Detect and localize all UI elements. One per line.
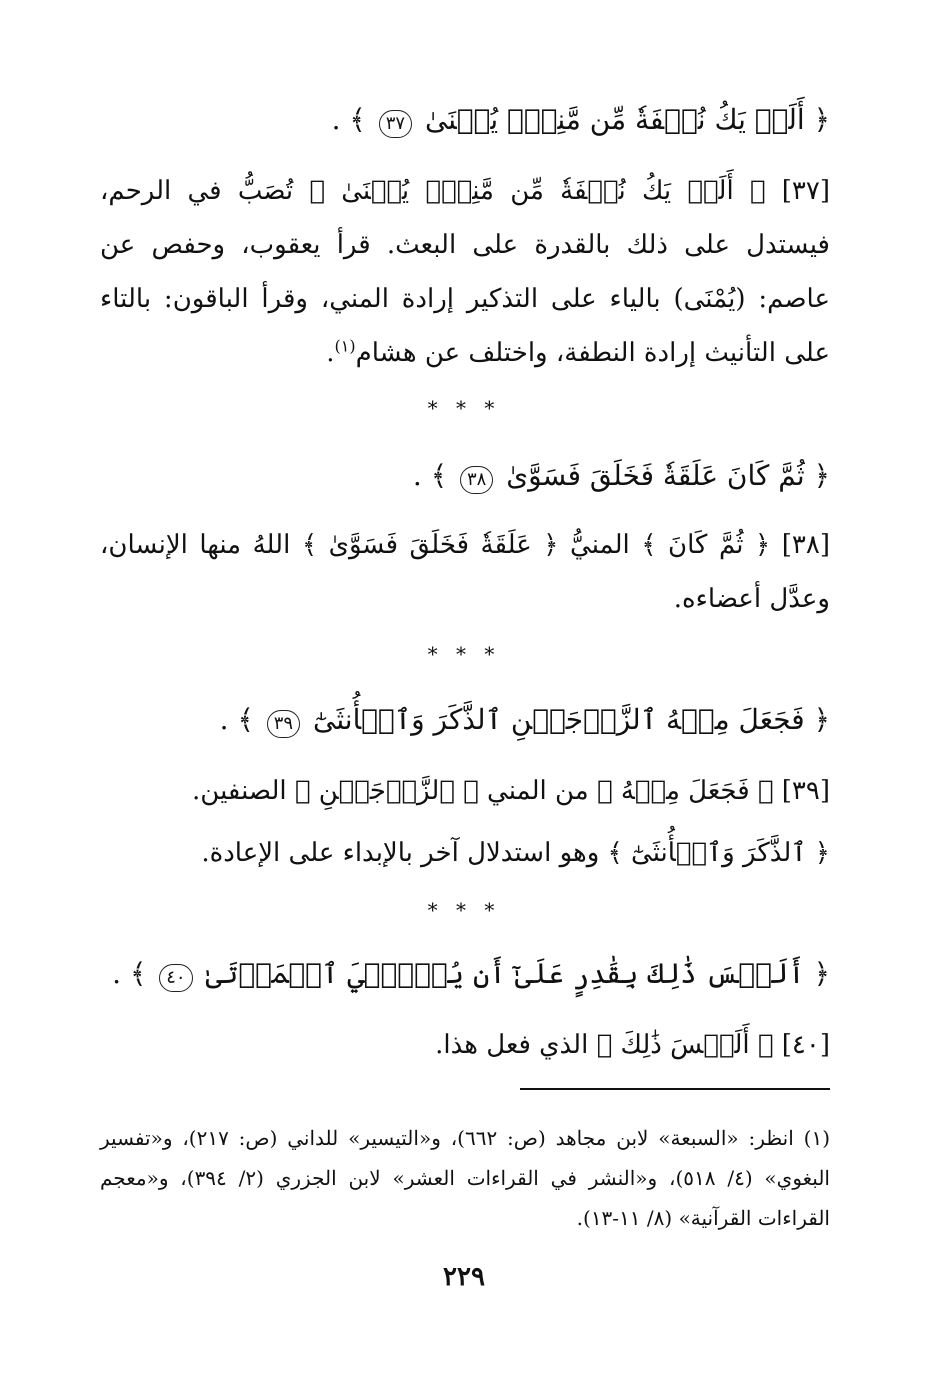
ornate-bracket-close-icon: ﴾ bbox=[237, 703, 254, 736]
tafsir-paragraph-37 bbox=[100, 164, 830, 380]
page-number: ٢٢٩ bbox=[443, 1262, 485, 1292]
verse-39 bbox=[100, 700, 830, 740]
tafsir-paragraph-39a: [٣٩] ﴿ فَجَعَلَ مِنۡهُ ﴾ من المني ﴿ ٱلزَّوۡجَيۡنِ ﴾ الصنفين. bbox=[192, 776, 830, 806]
ornate-bracket-open-icon: ﴿ bbox=[813, 703, 830, 736]
verse-38 bbox=[100, 456, 830, 496]
section-separator-stars: * * * bbox=[427, 642, 501, 666]
verse-text: أَلَيۡسَ ذَٰلِكَ بِقَٰدِرٍ عَلَىٰٓ أَن يُحۡـِۧيَ ٱلۡمَوۡتَىٰ bbox=[205, 957, 805, 990]
paragraph-text: [٣٧] ﴿ أَلَمۡ يَكُ نُطۡفَةٗ مِّن مَّنِيّٖ يُمۡنَىٰ ﴾ تُصَبُّ في الرحم، فيستدل على ذلك بالقدرة على البعث. قرأ يعقوب، وحفص عن عاصم: (يُمْنَى) بالياء على التذكير إرادة المني، وقرأ الباقون: بالتاء على التأنيث إرادة النطفة، واختلف عن هشام bbox=[100, 176, 830, 368]
verse-end-mark: . bbox=[219, 703, 229, 736]
ayah-number-badge: ٣٩ bbox=[267, 710, 300, 738]
ornate-bracket-close-icon: ﴾ bbox=[129, 957, 147, 990]
ornate-bracket-close-icon: ﴾ bbox=[430, 459, 448, 492]
verse-37 bbox=[100, 100, 830, 140]
footnote-divider bbox=[520, 1088, 830, 1090]
ayah-number-badge: ٤٠ bbox=[159, 964, 192, 992]
verse-40 bbox=[100, 954, 830, 994]
verse-end-mark: . bbox=[412, 459, 422, 492]
ornate-bracket-open-icon: ﴿ bbox=[813, 957, 830, 990]
ornate-bracket-open-icon: ﴿ bbox=[813, 103, 830, 136]
footnote: (١) انظر: «السبعة» لابن مجاهد (ص: ٦٦٢)، و«التيسير» للداني (ص: ٢١٧)، و«تفسير البغوي» (٤/ ٥١٨)، و«النشر في القراءات العشر» لابن الجزري (٢/ ٣٩٤)، و«معجم القراءات القرآنية» (٨/ ١١-١٣). bbox=[100, 1126, 830, 1230]
verse-text: ثُمَّ كَانَ عَلَقَةٗ فَخَلَقَ فَسَوَّىٰ bbox=[506, 459, 805, 492]
ayah-number-badge: ٣٨ bbox=[460, 466, 493, 494]
tafsir-paragraph-40: [٤٠] ﴿ أَلَيۡسَ ذَٰلِكَ ﴾ الذي فعل هذا. bbox=[435, 1030, 830, 1060]
verse-end-mark: . bbox=[331, 103, 341, 136]
footnote-ref: (١) bbox=[334, 336, 356, 356]
section-separator-stars: * * * bbox=[427, 396, 501, 420]
ornate-bracket-open-icon: ﴿ bbox=[813, 459, 830, 492]
paragraph-end: . bbox=[326, 338, 335, 368]
tafsir-paragraph-38: [٣٨] ﴿ ثُمَّ كَانَ ﴾ المنيُّ ﴿ عَلَقَةٗ فَخَلَقَ فَسَوَّىٰ ﴾ اللهُ منها الإنسان، وعدَّل أعضاءه. bbox=[100, 530, 830, 614]
ornate-bracket-close-icon: ﴾ bbox=[349, 103, 366, 136]
ayah-number-badge: ٣٧ bbox=[379, 110, 412, 138]
verse-text: أَلَمۡ يَكُ نُطۡفَةٗ مِّن مَّنِيّٖ يُمۡنَىٰ bbox=[424, 103, 805, 136]
section-separator-stars: * * * bbox=[427, 898, 501, 922]
tafsir-paragraph-39b: ﴿ ٱلذَّكَرَ وَٱلۡأُنثَىٰٓ ﴾ وهو استدلال آخر بالإبداء على الإعادة. bbox=[201, 838, 830, 868]
verse-end-mark: . bbox=[112, 957, 122, 990]
verse-text: فَجَعَلَ مِنۡهُ ٱلزَّوۡجَيۡنِ ٱلذَّكَرَ وَٱلۡأُنثَىٰٓ bbox=[313, 703, 805, 736]
